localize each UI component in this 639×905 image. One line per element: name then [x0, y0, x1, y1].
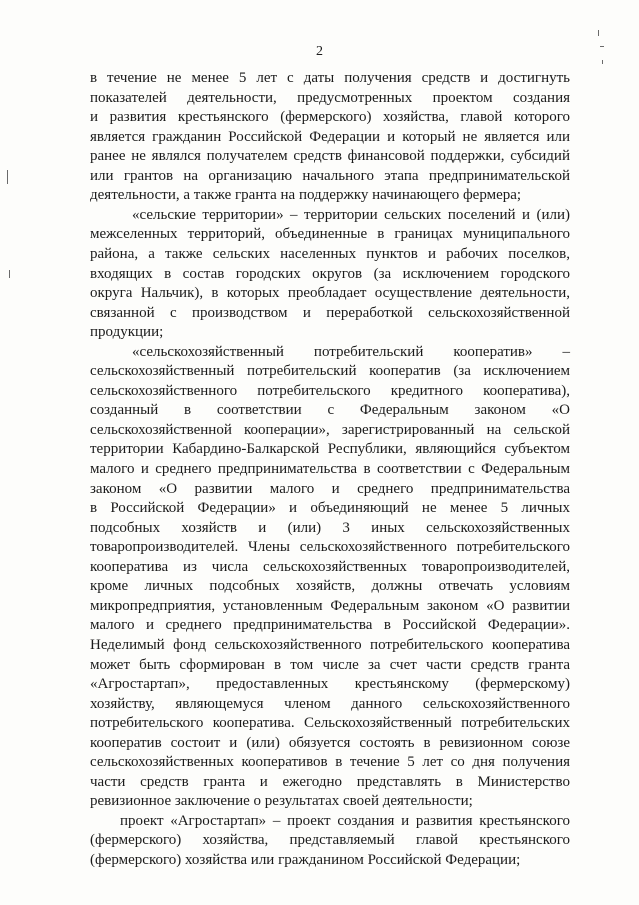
text-line: Неделимый фонд сельскохозяйственного потребительского кооператива — [90, 636, 570, 653]
text-line: созданный в соответствии с Федеральным законом «О — [90, 402, 570, 419]
text-line: хозяйству, являющемуся членом данного сельскохозяйственного — [90, 695, 570, 712]
text-line: сельскохозяйственных кооперативов в течение 5 лет со дня получения — [90, 754, 570, 771]
text-line: ранее не являлся получателем средств финансовой поддержки, субсидий — [90, 148, 570, 165]
text-line: (фермерского) хозяйства, представляемый главой крестьянского — [90, 832, 570, 849]
text-line: потребительского кооператива. Сельскохозяйственный потребительских — [90, 715, 570, 732]
text-line: является гражданин Российской Федерации и который не является или — [90, 128, 570, 145]
text-line: кроме личных подсобных хозяйств, должны отвечать условиям — [90, 578, 570, 595]
scan-mark — [598, 30, 599, 36]
text-line: ревизионное заключение о результатах своей деятельности; — [90, 793, 473, 810]
scan-mark — [602, 60, 603, 64]
text-line: части средств гранта и ежегодно представлять в Министерство — [90, 773, 570, 790]
text-line: продукции; — [90, 324, 164, 341]
text-line: «Агростартап», предоставленных крестьянскому (фермерскому) — [90, 676, 570, 693]
text-line: входящих в состав городских округов (за исключением городского — [90, 265, 570, 282]
text-line: или грантов на организацию начального этапа предпринимательской — [90, 167, 570, 184]
text-line: в Российской Федерации» и объединяющий не менее 5 личных — [90, 500, 570, 517]
scan-mark — [7, 170, 8, 184]
text-line: территории Кабардино-Балкарской Республики, являющийся субъектом — [90, 441, 570, 458]
text-line: может быть сформирован в том числе за счет части средств гранта — [90, 656, 570, 673]
text-line: микропредприятия, установленным Федеральным законом «О развитии — [90, 597, 570, 614]
text-line: «сельскохозяйственный потребительский кооператив» – — [132, 343, 570, 360]
scan-mark — [9, 270, 10, 278]
text-line: сельскохозяйственный потребительский кооператив (за исключением — [90, 363, 570, 380]
text-line: сельскохозяйственного потребительского кредитного кооператива), — [90, 382, 570, 399]
text-line: округа Нальчик), в которых преобладает осуществление деятельности, — [90, 285, 570, 302]
text-line: и развития крестьянского (фермерского) хозяйства, главой которого — [90, 109, 570, 126]
text-line: малого и среднего предпринимательства в Российской Федерации». — [90, 617, 570, 634]
scan-mark — [600, 46, 604, 47]
text-line: кооператив состоит и (или) обязуется состоять в ревизионном союзе — [90, 734, 570, 751]
text-line: малого и среднего предпринимательства в соответствии с Федеральным — [90, 461, 570, 477]
text-line: района, а также сельских населенных пунктов и рабочих поселков, — [90, 245, 570, 262]
text-line: межселенных территорий, объединенные в границах муниципального — [90, 226, 570, 243]
text-line: показателей деятельности, предусмотренных проектом создания — [90, 89, 570, 106]
text-line: законом «О развитии малого и среднего предпринимательства — [90, 480, 570, 497]
text-line: «сельские территории» – территории сельских поселений и (или) — [132, 206, 570, 223]
text-line: (фермерского) хозяйства или гражданином Российской Федерации; — [90, 852, 521, 868]
text-line: деятельности, а также гранта на поддержку начинающего фермера; — [90, 187, 522, 204]
text-line: сельскохозяйственной кооперации», зарегистрированный на сельской — [90, 421, 570, 438]
text-line: в течение не менее 5 лет с даты получения средств и достигнуть — [90, 70, 570, 86]
text-line: товаропроизводителей. Члены сельскохозяйственного потребительского — [90, 539, 570, 556]
text-line: связанной с производством и переработкой сельскохозяйственной — [90, 304, 570, 321]
text-line: проект «Агростартап» – проект создания и развития крестьянского — [120, 812, 570, 829]
text-line: подсобных хозяйств и (или) 3 иных сельскохозяйственных — [90, 519, 570, 536]
page-number: 2 — [316, 44, 323, 59]
text-line: кооператива из числа сельскохозяйственных товаропроизводителей, — [90, 558, 570, 575]
